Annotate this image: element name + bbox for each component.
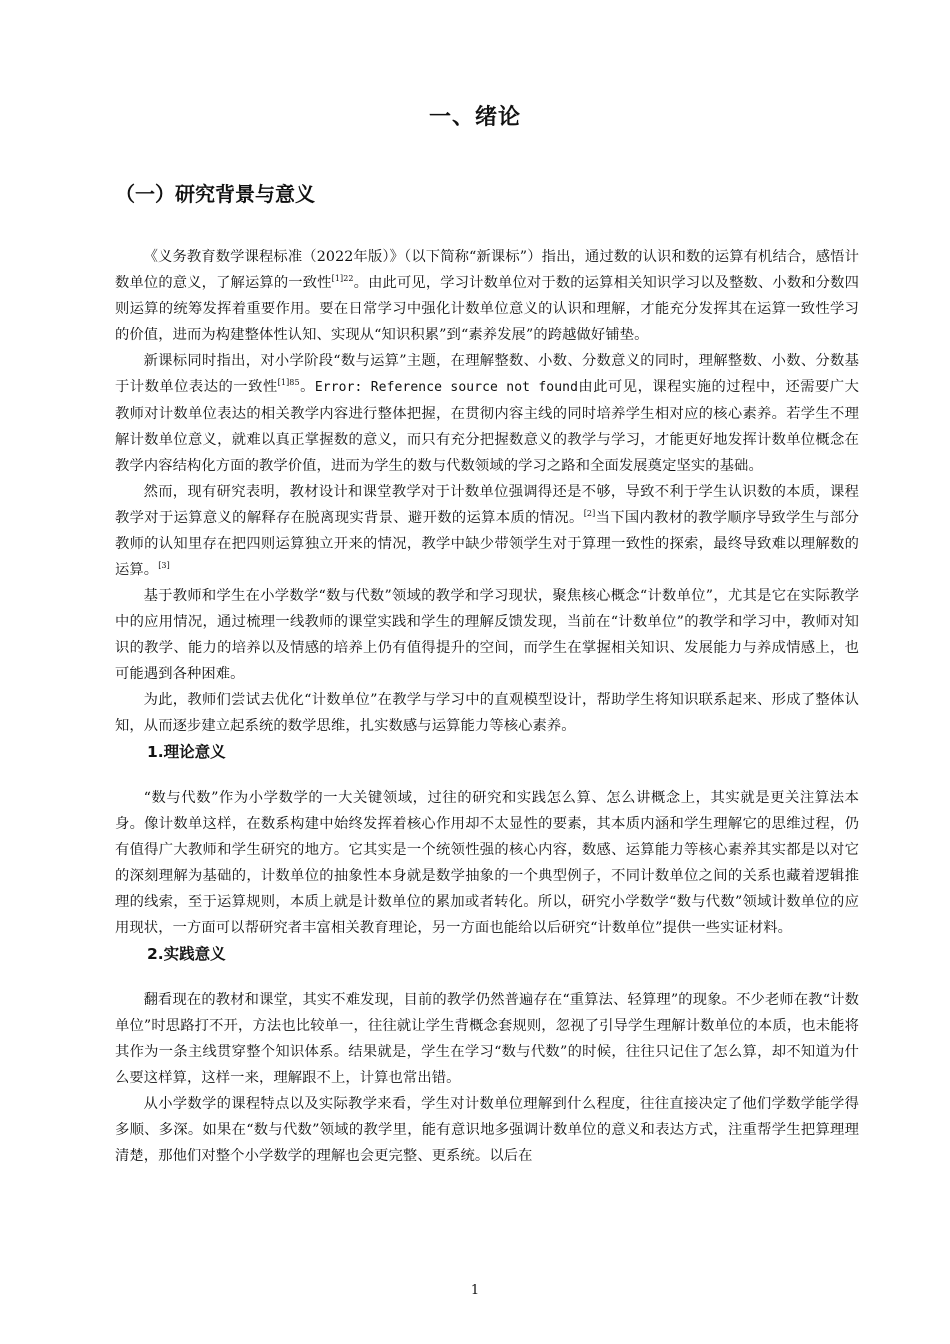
chapter-title: 一、绪论 xyxy=(428,105,521,130)
paragraph-text: 然而，现有研究表明，教材设计和课堂教学对于计数单位强调得还是不够，导致不利于学生认识数的本质，课程教学对于运算意义的解释存在脱离现实背景、避开数的运算本质的情况。 xyxy=(115,484,859,526)
paragraph-3 xyxy=(115,479,859,583)
paragraph-7: 翻看现在的教材和课堂，其实不难发现，目前的教学仍然普遍存在“重算法、轻算理”的现象。不少老师在教“计数单位”时思路打不开，方法也比较单一，往往就让学生背概念套规则，忽视了引导学生理解计数单位的本质，也未能将其作为一条主线贯穿整个知识体系。结果就是，学生在学习“数与代数”的时候，往往只记住了怎么算，却不知道为什么要这样算，这样一来，理解跟不上，计算也常出错。 xyxy=(115,992,859,1086)
paragraph-text: 《义务教育数学课程标准（2022年版）》（以下简称“新课标”）指出，通过数的认识和数的运算有机结合，感悟计数单位的意义，了解运算的一致性 xyxy=(115,249,859,291)
paragraph-8: 从小学数学的课程特点以及实际教学来看，学生对计数单位理解到什么程度，往往直接决定了他们学数学能学得多顺、多深。如果在“数与代数”领域的教学里，能有意识地多强调计数单位的意义和表达方式，注重帮学生把算理理清楚，那他们对整个小学数学的理解也会更完整、更系统。以后在 xyxy=(115,1096,859,1164)
paragraph-5: 为此，教师们尝试去优化“计数单位”在教学与学习中的直观模型设计，帮助学生将知识联系起来、形成了整体认知，从而逐步建立起系统的数学思维，扎实数感与运算能力等核心素养。 xyxy=(115,692,859,734)
paragraph-text: 当下国内教材的教学顺序导致学生与部分教师的认知里存在把四则运算独立开来的情况，教学中缺少带领学生对于算理一致性的探索，最终导致难以理解数的运算。 xyxy=(115,510,859,578)
paragraph-6: “数与代数”作为小学数学的一大关键领域，过往的研究和实践怎么算、怎么讲概念上，其实就是更关注算法本身。像计数单这样，在数系构建中始终发挥着核心作用却不太显性的要素，其本质内涵和学生理解它的思维过程，仍有值得广大教师和学生研究的地方。它其实是一个统领性强的核心内容，数感、运算能力等核心素养其实都是以对它的深刻理解为基础的，计数单位的抽象性本身就是数学抽象的一个典型例子，不同计数单位之间的关系也藏着逻辑推理的线索，至于运算规则，本质上就是计数单位的累加或者转化。所以，研究小学数学“数与代数”领域计数单位的应用现状，一方面可以帮研究者丰富相关教育理论，另一方面也能给以后研究“计数单位”提供一些实证材料。 xyxy=(115,790,859,936)
paragraph-text: 。由此可见，学习计数单位对于数的运算相关知识学习以及整数、小数和分数四则运算的统筹发挥着重要作用。要在日常学习中强化计数单位意义的认识和理解，才能充分发挥其在运算一致性学习的价值，进而为构建整体性认知、实现从“知识积累”到“素养发展”的跨越做好铺垫。 xyxy=(115,275,859,343)
citation: [3] xyxy=(158,561,170,571)
paragraph-1 xyxy=(115,244,859,348)
subheading-theory: 1.理论意义 xyxy=(147,743,226,761)
paragraph-2 xyxy=(115,348,859,479)
spacer xyxy=(115,967,859,987)
citation: [1]22 xyxy=(331,274,354,284)
paragraph-4: 基于教师和学生在小学数学“数与代数”领域的教学和学习现状，聚焦核心概念“计数单位”，尤其是它在实际教学中的应用情况，通过梳理一线教师的课堂实践和学生的理解反馈发现，当前在“计数单位”的教学和学习中，教师对知识的教学、能力的培养以及情感的培养上仍有值得提升的空间，而学生在掌握相关知识、发展能力与养成情感上，也可能遇到各种困难。 xyxy=(115,588,859,682)
section-title: （一）研究背景与意义 xyxy=(115,182,315,206)
reference-error-text: Error: Reference source not found xyxy=(314,380,579,395)
paragraph-text: 。 xyxy=(299,379,315,395)
body-text xyxy=(115,244,859,1169)
page-number: 1 xyxy=(470,1283,480,1298)
spacer xyxy=(115,765,859,785)
subheading-practice: 2.实践意义 xyxy=(147,945,226,963)
citation: [1]85 xyxy=(277,378,300,388)
paragraph-text: 新课标同时指出，对小学阶段“数与运算”主题，在理解整数、小数、分数意义的同时，理解整数、小数、分数基于计数单位表达的一致性 xyxy=(115,353,859,395)
citation: [2] xyxy=(583,509,596,519)
paragraph-text: 由此可见，课程实施的过程中，还需要广大教师对计数单位表达的相关教学内容进行整体把握，在贯彻内容主线的同时培养学生相对应的核心素养。若学生不理解计数单位意义，就难以真正掌握数的意义，而只有充分把握数意义的教学与学习，才能更好地发挥计数单位概念在教学内容结构化方面的教学价值，进而为学生的数与代数领域的学习之路和全面发展奠定坚实的基础。 xyxy=(115,379,859,474)
